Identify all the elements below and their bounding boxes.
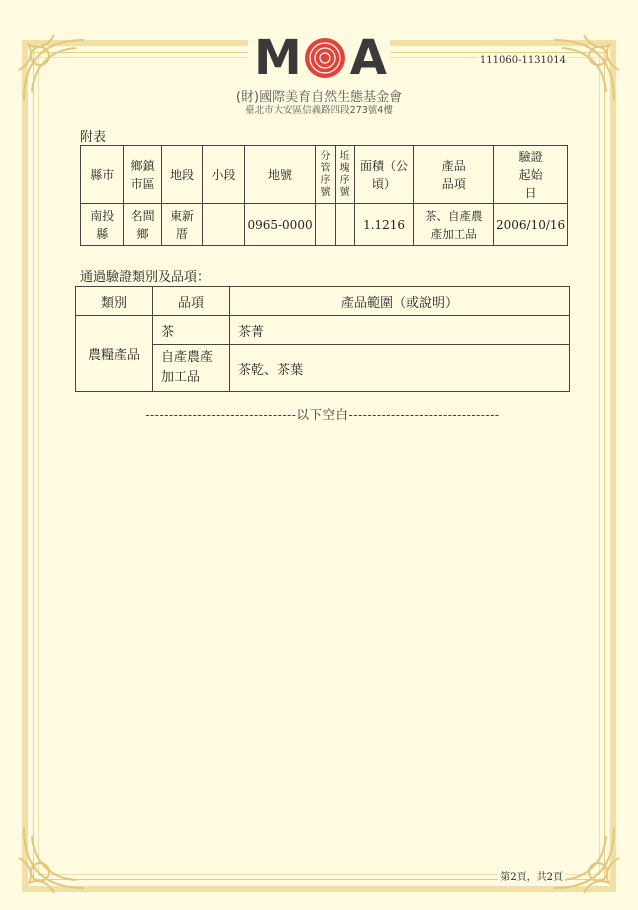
cell-products: 茶、自產農產加工品 (414, 204, 494, 246)
header-section: 地段 (161, 146, 202, 204)
land-table-header (81, 146, 568, 204)
cell-township: 名間鄉 (124, 204, 161, 246)
logo-text: M A (254, 30, 389, 86)
header-subsection: 小段 (203, 146, 244, 204)
corner-ornament-icon (14, 818, 94, 898)
corner-ornament-icon (544, 818, 624, 898)
header-sub-number: 分管序號 (316, 146, 335, 204)
cell-item: 自產農產加工品 (153, 345, 230, 392)
dash-right: -------------------------------- (348, 407, 500, 422)
cell-item: 茶 (153, 316, 230, 345)
blank-notice (80, 405, 565, 423)
cell-sub-number (316, 204, 335, 246)
page-number: 第2頁，共2頁 (498, 868, 565, 883)
header-plot-number: 坵塊序號 (335, 146, 354, 204)
dash-left: -------------------------------- (145, 407, 297, 422)
header-county: 縣市 (81, 146, 124, 204)
category-table (75, 286, 570, 392)
header-area: 面積（公頃） (354, 146, 414, 204)
category-row (76, 316, 570, 345)
cell-category: 農糧產品 (76, 316, 153, 392)
cell-scope: 茶菁 (230, 316, 570, 345)
blank-notice-text: 以下空白 (296, 407, 349, 422)
header-land-number: 地號 (244, 146, 316, 204)
logo-circle-icon (304, 37, 346, 79)
appendix-title: 附表 (80, 130, 107, 145)
certificate-number: 111060-1131014 (479, 55, 566, 66)
header-scope: 產品範圍（或說明） (230, 287, 570, 316)
header-category: 類別 (76, 287, 153, 316)
cell-start-date: 2006/10/16 (494, 204, 568, 246)
category-table-header (76, 287, 570, 316)
cell-land-number: 0965-0000 (244, 204, 316, 246)
cell-subsection (203, 204, 244, 246)
cell-section: 東新厝 (161, 204, 202, 246)
header-products: 產品品項 (414, 146, 494, 204)
header-township: 鄉鎮市區 (124, 146, 161, 204)
land-table-row (81, 204, 568, 246)
moa-logo (248, 32, 390, 84)
cell-county: 南投縣 (81, 204, 124, 246)
organization-address: 臺北市大安區信義路四段273號4樓 (245, 105, 393, 116)
header-start-date: 驗證起始日 (494, 146, 568, 204)
categories-title: 通過驗證類別及品項： (80, 270, 211, 285)
cell-area: 1.1216 (354, 204, 414, 246)
organization-name: (財)國際美育自然生態基金會 (235, 90, 403, 105)
land-table (80, 145, 568, 246)
cell-plot-number (335, 204, 354, 246)
header-item: 品項 (153, 287, 230, 316)
cell-scope: 茶乾、茶葉 (230, 345, 570, 392)
